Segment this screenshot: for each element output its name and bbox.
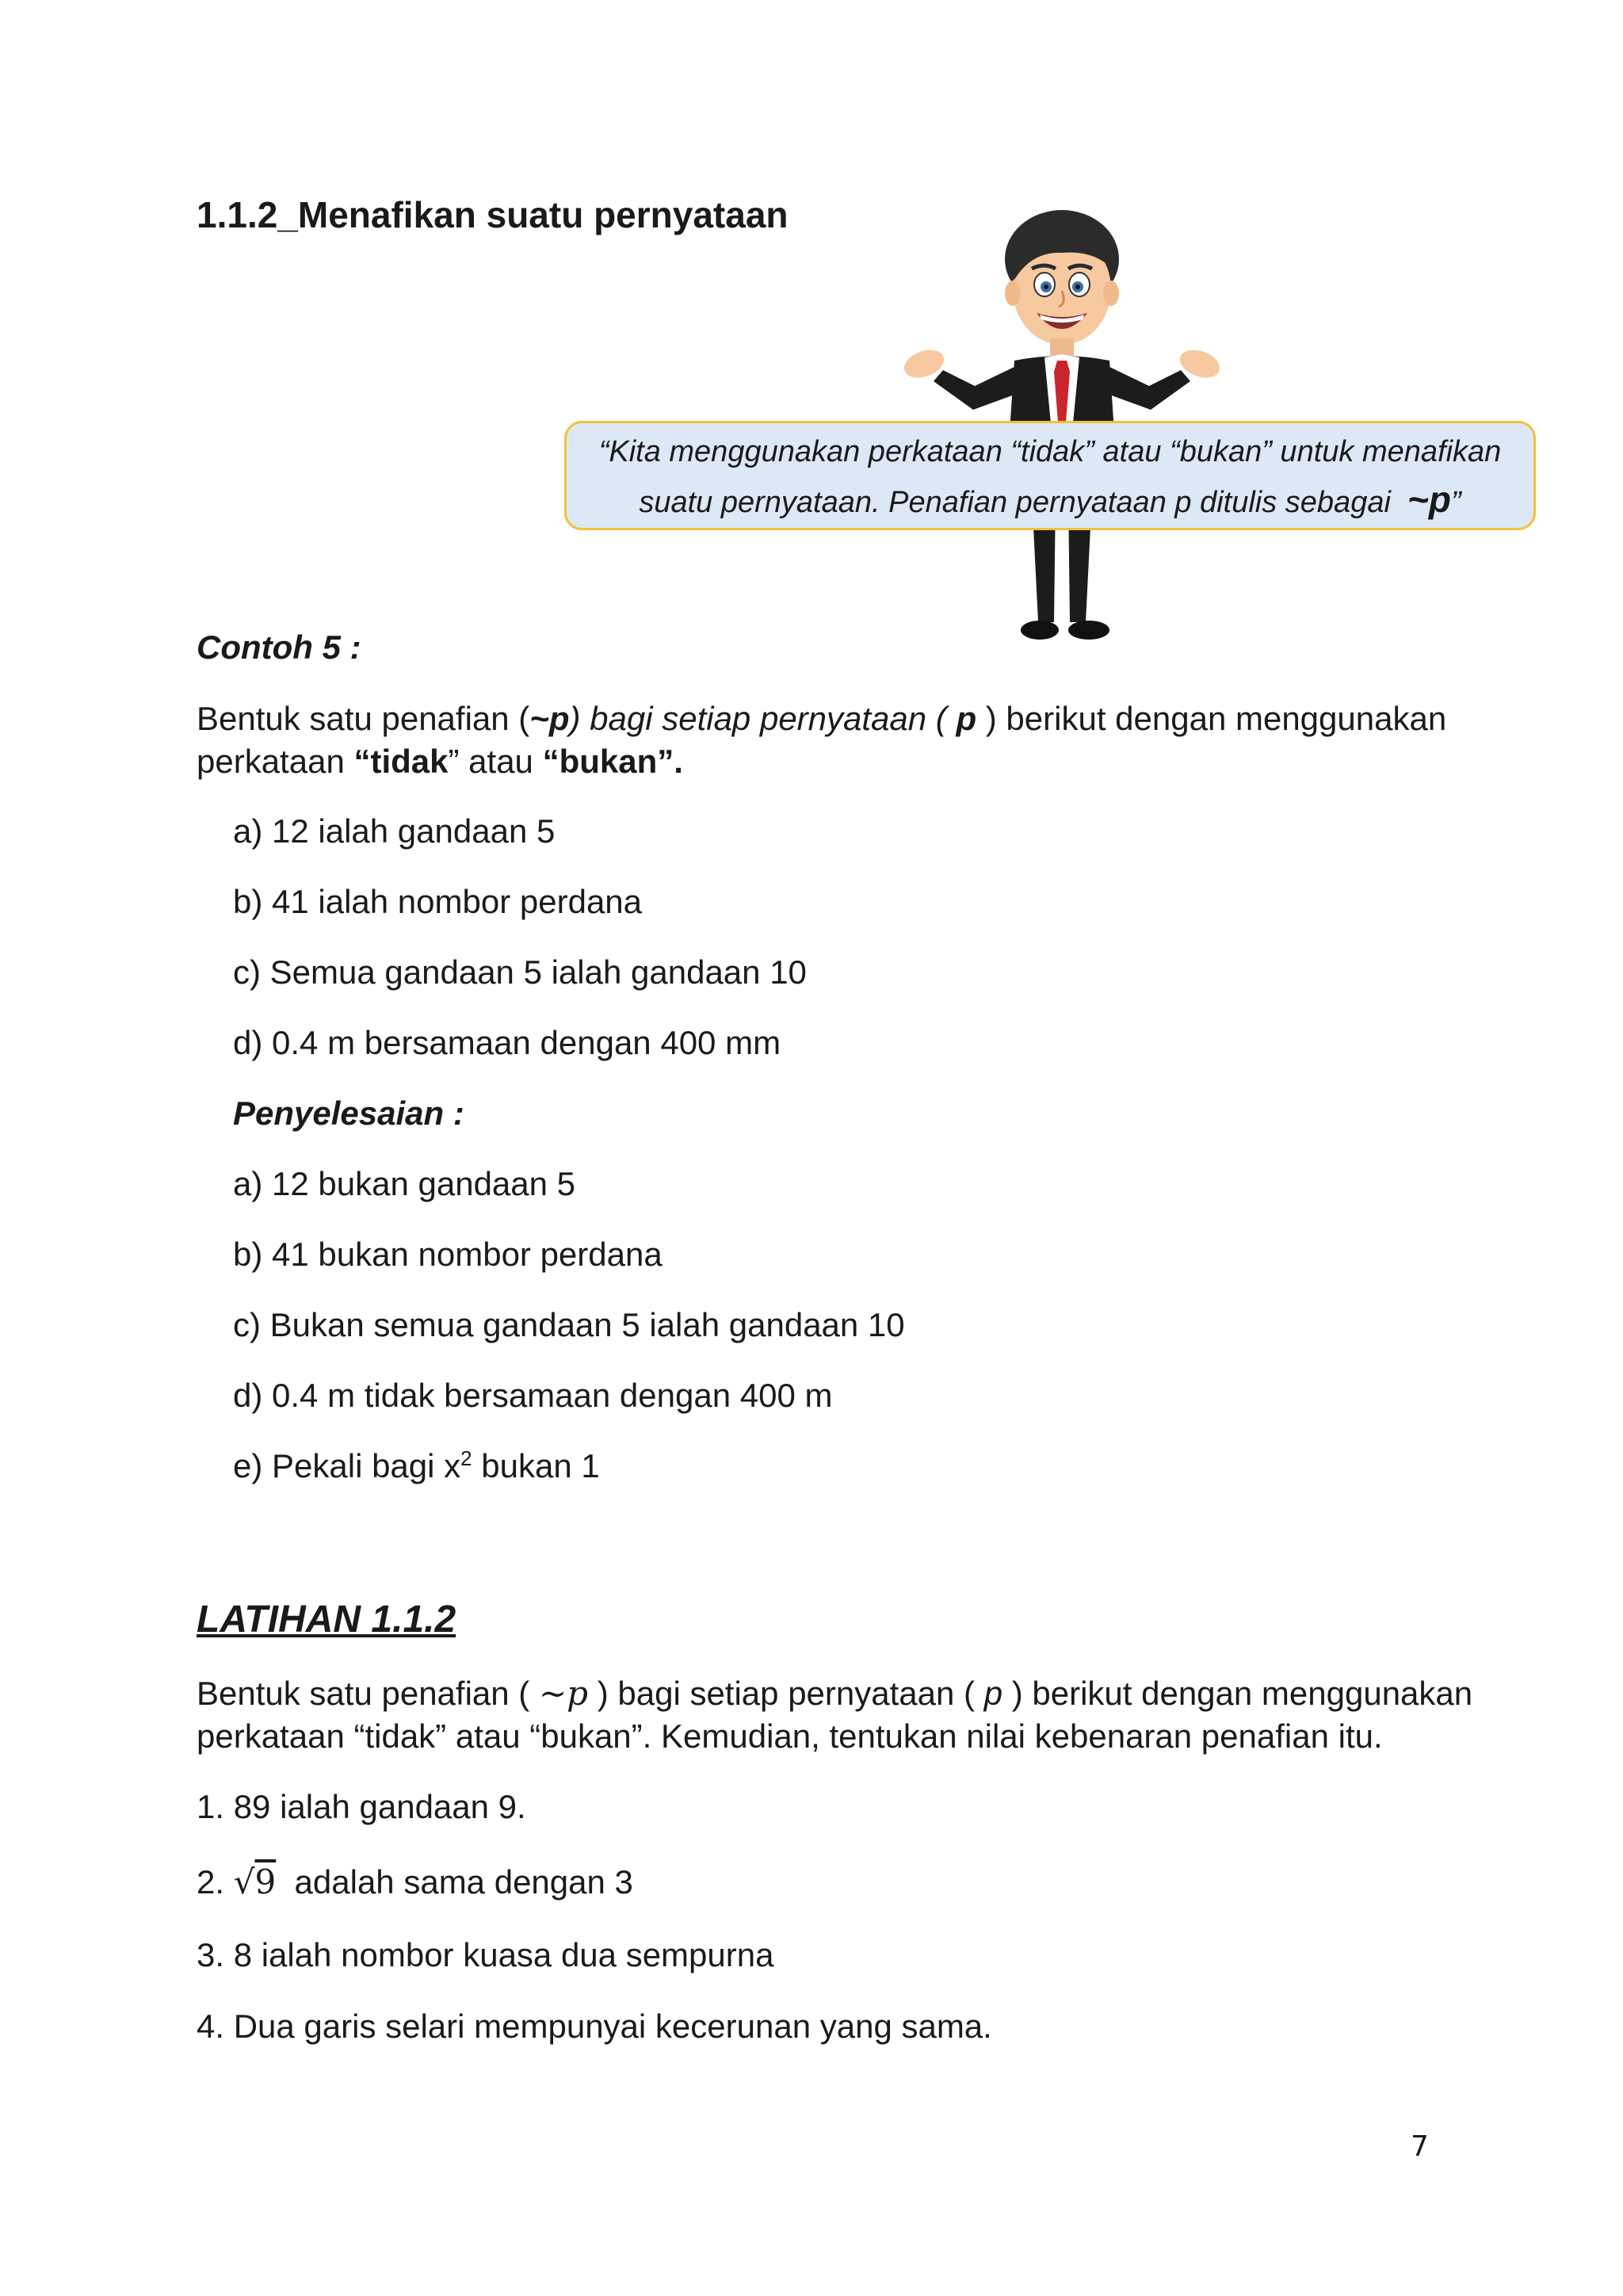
example-item-c: c) Semua gandaan 5 ialah gandaan 10 [233, 953, 807, 991]
instr-text-4: perkataan [197, 743, 354, 780]
q2-text: adalah sama dengan 3 [276, 1863, 633, 1901]
exercise-question-4: 4. Dua garis selari mempunyai kecerunan yang sama. [197, 2008, 992, 2045]
ex-instr-text-2: ) bagi setiap pernyataan ( [588, 1675, 984, 1712]
exercise-question-3: 3. 8 ialah nombor kuasa dua sempurna [197, 1936, 774, 1973]
instr-text-5: ” atau [448, 743, 543, 780]
callout-line-1: “Kita menggunakan perkataan “tidak” atau “bukan” untuk menafikan [598, 435, 1502, 468]
left-shoe [1021, 621, 1059, 640]
callout-close-quote: ” [1451, 486, 1461, 519]
callout-line-2-text: suatu pernyataan. Penafian pernyataan p ditulis sebagai [639, 486, 1391, 519]
left-arm [934, 365, 1021, 410]
instr-tidak: “tidak [353, 743, 449, 780]
solution-b: b) 41 bukan nombor perdana [233, 1236, 663, 1273]
exercise-instruction-line-1 [197, 1672, 1472, 1715]
solution-d: d) 0.4 m tidak bersamaan dengan 400 m [233, 1377, 833, 1414]
ex-instr-p: p [983, 1675, 1003, 1712]
instr-text-3: ) berikut dengan menggunakan [976, 700, 1447, 737]
example-item-a: a) 12 ialah gandaan 5 [233, 812, 556, 850]
solution-a: a) 12 bukan gandaan 5 [233, 1165, 576, 1202]
radical-sign: √ [233, 1862, 255, 1901]
right-ear [1103, 281, 1119, 306]
square-root-9 [234, 1862, 277, 1901]
left-ear [1005, 281, 1021, 306]
exercise-heading: LATIHAN 1.1.2 [197, 1599, 456, 1641]
solution-e-exponent: 2 [460, 1446, 472, 1470]
ex-instr-negation: ~p [538, 1674, 589, 1713]
section-heading: 1.1.2_Menafikan suatu pernyataan [197, 194, 789, 235]
radicand: 9 [254, 1862, 277, 1901]
ex-instr-text-3: ) berikut dengan menggunakan [1002, 1675, 1473, 1712]
solution-title: Penyelesaian : [233, 1095, 464, 1132]
exercise-instruction-line-2: perkataan “tidak” atau “bukan”. Kemudian, tentukan nilai kebenaran penafian itu. [197, 1717, 1383, 1755]
instr-text-1: Bentuk satu penafian ( [197, 700, 530, 737]
exercise-question-2 [197, 1861, 633, 1904]
instr-bukan: “bukan”. [542, 743, 683, 780]
right-shoe [1068, 621, 1109, 640]
solution-c: c) Bukan semua gandaan 5 ialah gandaan 10 [233, 1306, 905, 1343]
example-instruction-line-1 [197, 697, 1446, 740]
solution-e [233, 1445, 600, 1488]
example-instruction-line-2 [197, 740, 683, 783]
negation-symbol: ~p [1407, 479, 1451, 520]
ex-instr-text-1: Bentuk satu penafian ( [197, 1675, 539, 1712]
right-arm [1103, 365, 1190, 410]
solution-e-text: e) Pekali bagi x [233, 1447, 461, 1484]
instr-text-2: ) bagi setiap pernyataan ( [569, 700, 957, 737]
callout-line-2 [567, 476, 1533, 526]
exercise-question-1: 1. 89 ialah gandaan 9. [197, 1788, 526, 1825]
example-item-b: b) 41 ialah nombor perdana [233, 883, 643, 920]
definition-callout [564, 421, 1536, 530]
q2-number: 2. [197, 1863, 234, 1901]
example-item-d: d) 0.4 m bersamaan dengan 400 mm [233, 1024, 781, 1061]
instr-p: p [956, 700, 977, 737]
solution-e-text-end: bukan 1 [472, 1447, 600, 1484]
example-title: Contoh 5 : [197, 628, 361, 666]
instr-negation: ~p [529, 700, 570, 737]
page-number: 7 [1411, 2130, 1429, 2163]
